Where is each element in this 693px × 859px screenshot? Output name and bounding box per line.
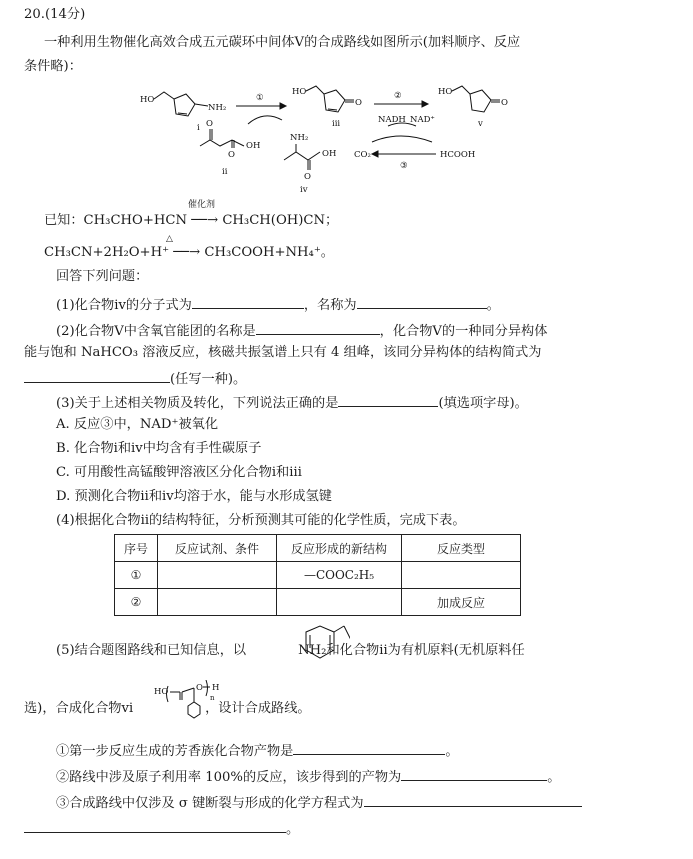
oh-label: OH <box>246 141 261 151</box>
q3-option-d: D. 预测化合物ⅱ和ⅳ均溶于水，能与水形成氢键 <box>56 489 332 504</box>
q2-line-1 <box>56 320 547 341</box>
q5-blank-3b[interactable] <box>24 818 286 833</box>
q2-blank-structure[interactable] <box>24 368 170 383</box>
ho-label: HO <box>154 687 169 697</box>
curved-arrow-1 <box>248 116 282 124</box>
nh2-label: NH₂ <box>208 103 227 113</box>
n-label: n <box>210 694 215 702</box>
label-iv: iv <box>300 185 308 195</box>
o-label: O <box>228 150 235 160</box>
table-cell: ② <box>115 589 158 616</box>
q5-sub3-text: ③合成路线中仅涉及 σ 键断裂与形成的化学方程式为 <box>56 796 364 811</box>
compound-iii <box>292 86 362 129</box>
q2-line-3 <box>24 368 246 389</box>
q1-line <box>56 294 500 315</box>
table-row <box>115 589 521 616</box>
o-label: O <box>206 119 213 129</box>
o-label: O <box>355 98 362 108</box>
q1-blank-formula[interactable] <box>192 294 304 309</box>
table-cell: 加成反应 <box>402 589 521 616</box>
table-header-row <box>115 535 521 562</box>
reaction-scheme <box>140 80 540 200</box>
q4-stem: (4)根据化合物ⅱ的结构特征，分析预测其可能的化学性质，完成下表。 <box>56 513 466 528</box>
q5-blank-1[interactable] <box>293 740 445 755</box>
nadh-label: NADH <box>378 115 406 125</box>
q1-text: (1)化合物ⅳ的分子式为 <box>56 298 192 313</box>
question-header <box>24 6 85 24</box>
q5-sub-2 <box>56 766 560 787</box>
q2-blank-group[interactable] <box>256 320 380 335</box>
known-line-1 <box>44 212 338 230</box>
compound-iv <box>284 133 336 195</box>
intro-line-1: 一种利用生物催化高效合成五元碳环中间体Ⅴ的合成路线如图所示(加料顺序、反应 <box>44 35 521 50</box>
step1-label: ① <box>256 93 264 103</box>
step2-label: ② <box>394 91 402 101</box>
q5-blank-3a[interactable] <box>364 792 582 807</box>
q1-end: 。 <box>486 298 500 313</box>
table-cell-editable[interactable] <box>158 562 277 589</box>
compound-v <box>438 86 508 129</box>
table-cell: —COOC₂H₅ <box>277 562 402 589</box>
q3-option-a: A. 反应③中，NAD⁺被氧化 <box>56 417 219 432</box>
table-header-cell: 反应类型 <box>402 535 521 562</box>
catalyst-label: 催化剂 <box>188 200 216 210</box>
q1-mid: ，名称为 <box>303 298 357 313</box>
nh2-label: NH₂ <box>290 133 309 143</box>
q3-option-b: B. 化合物ⅰ和ⅳ中均含有手性碳原子 <box>56 441 262 456</box>
q5-sub2-text: ②路线中涉及原子利用率 100%的反应，该步得到的产物为 <box>56 770 402 785</box>
q5-sub-3 <box>56 792 582 813</box>
q3-end: (填选项字母)。 <box>438 396 528 411</box>
q5-sub-1 <box>56 740 459 761</box>
o-label: O <box>196 683 203 693</box>
q5-sub-3-cont <box>24 818 299 839</box>
question-number: 20. <box>24 7 45 22</box>
compound-ii <box>200 119 260 177</box>
question-score: (14分) <box>44 7 86 22</box>
h-label: H <box>212 683 220 693</box>
q5-sub1-end: 。 <box>445 744 459 759</box>
table-header-cell: 反应形成的新结构 <box>277 535 402 562</box>
q5-sub3-end: 。 <box>286 822 300 837</box>
q5-sub2-end: 。 <box>547 770 561 785</box>
table-row <box>115 562 521 589</box>
known-equation-1: 已知：CH₃CHO+HCN ──→ CH₃CH(OH)CN； <box>44 213 339 228</box>
ho-label: HO <box>140 95 155 105</box>
q5-sub1-text: ①第一步反应生成的芳香族化合物产物是 <box>56 744 294 759</box>
q3-option-c: C. 可用酸性高锰酸钾溶液区分化合物ⅰ和ⅲ <box>56 465 302 480</box>
label-iii: iii <box>332 119 341 129</box>
q2-text-b: ，化合物Ⅴ的一种同分异构体 <box>379 324 548 339</box>
answer-prompt: 回答下列问题： <box>56 269 149 284</box>
table-header-cell: 序号 <box>115 535 158 562</box>
ho-label: HO <box>292 87 307 97</box>
q2-line-2: 能与饱和 NaHCO₃ 溶液反应，核磁共振氢谱上只有 4 组峰，该同分异构体的结构简式为 <box>24 345 542 360</box>
known-line-2: CH₃CN+2H₂O+H⁺ ──→ CH₃COOH+NH₄⁺。 <box>44 245 334 260</box>
q4-table <box>114 534 521 616</box>
table-cell: ① <box>115 562 158 589</box>
o-label: O <box>501 98 508 108</box>
table-cell-editable[interactable] <box>402 562 521 589</box>
oh-label: OH <box>322 149 337 159</box>
q5-text-c: 选)，合成化合物ⅵ <box>24 701 134 716</box>
q2-end: (任写一种)。 <box>170 372 247 387</box>
q2-text: (2)化合物Ⅴ中含氧官能团的名称是 <box>56 324 256 339</box>
q5-text-a: (5)结合题图路线和已知信息，以 <box>56 643 247 658</box>
label-ii: ii <box>222 167 228 177</box>
o-label: O <box>304 172 311 182</box>
table-cell-editable[interactable] <box>158 589 277 616</box>
table-cell-editable[interactable] <box>277 589 402 616</box>
intro-line-2: 条件略)： <box>24 59 82 74</box>
nad-label: NAD⁺ <box>410 115 435 125</box>
compound-vi-structure <box>154 680 230 726</box>
compound-i <box>140 92 226 133</box>
q5-blank-2[interactable] <box>401 766 547 781</box>
q3-stem <box>56 392 528 413</box>
q1-blank-name[interactable] <box>357 294 487 309</box>
q5-text-d: ，设计合成路线。 <box>205 701 311 716</box>
label-v: v <box>478 119 483 129</box>
hcooh-label: HCOOH <box>440 150 476 160</box>
label-i: i <box>197 123 200 133</box>
co2-label: CO₂ <box>354 150 371 160</box>
ho-label: HO <box>438 87 453 97</box>
step3-label: ③ <box>400 161 408 171</box>
benzylamine-structure <box>290 624 350 674</box>
heat-label: △ <box>166 234 173 244</box>
table-header-cell: 反应试剂、条件 <box>158 535 277 562</box>
q3-blank-answer[interactable] <box>338 392 438 407</box>
q5-text-b: NH₂和化合物ⅱ为有机原料(无机原料任 <box>298 643 525 658</box>
q3-text: (3)关于上述相关物质及转化，下列说法正确的是 <box>56 396 339 411</box>
